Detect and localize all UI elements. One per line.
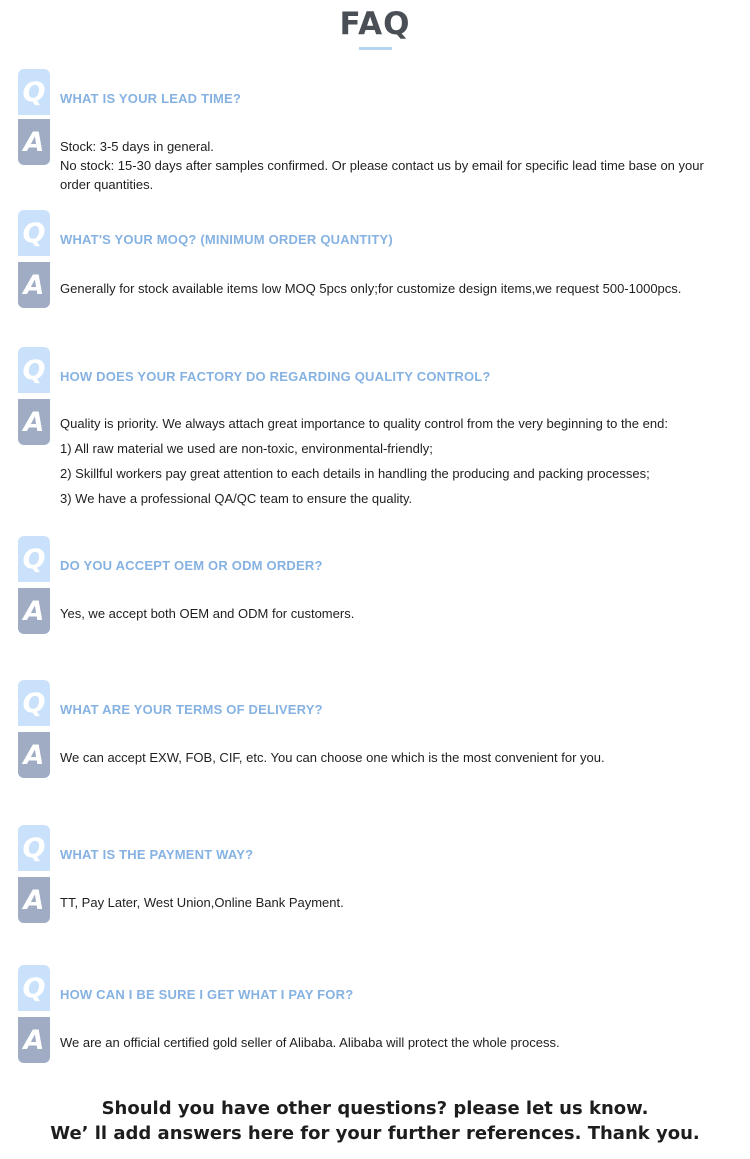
title-underline (359, 47, 392, 50)
answer-line: 1) All raw material we used are non-toxic, environmental-friendly; (60, 441, 433, 456)
answer-line: 2) Skillful workers pay great attention to each details in handling the producing and packing processes; (60, 466, 650, 481)
faq-answer (60, 411, 730, 511)
faq-answer (60, 893, 730, 912)
footer-note (0, 1096, 750, 1146)
faq-question: WHAT IS YOUR LEAD TIME? (60, 91, 242, 106)
faq-question: WHAT ARE YOUR TERMS OF DELIVERY? (60, 702, 323, 717)
faq-question: HOW DOES YOUR FACTORY DO REGARDING QUALITY CONTROL? (60, 369, 491, 384)
answer-line: Yes, we accept both OEM and ODM for customers. (60, 606, 355, 621)
faq-question: WHAT IS THE PAYMENT WAY? (60, 847, 254, 862)
faq-answer (60, 279, 730, 298)
a-badge-icon: A (18, 1017, 50, 1063)
footer-line-1: Should you have other questions? please let us know. (101, 1098, 649, 1119)
answer-line: We can accept EXW, FOB, CIF, etc. You can choose one which is the most convenient for you. (60, 750, 605, 765)
q-badge-icon: Q (18, 825, 50, 871)
faq-question: HOW CAN I BE SURE I GET WHAT I PAY FOR? (60, 987, 354, 1002)
faq-question: WHAT'S YOUR MOQ? (MINIMUM ORDER QUANTITY) (60, 232, 393, 247)
faq-answer (60, 137, 730, 194)
answer-line: We are an official certified gold seller of Alibaba. Alibaba will protect the whole process. (60, 1035, 560, 1050)
answer-line: Generally for stock available items low MOQ 5pcs only;for customize design items,we request 500-1000pcs. (60, 281, 682, 296)
q-badge-icon: Q (18, 536, 50, 582)
a-badge-icon: A (18, 588, 50, 634)
answer-line: TT, Pay Later, West Union,Online Bank Payment. (60, 895, 344, 910)
answer-line: No stock: 15-30 days after samples confirmed. Or please contact us by email for specific lead time base on your order quantities. (60, 158, 704, 192)
faq-question: DO YOU ACCEPT OEM OR ODM ORDER? (60, 558, 323, 573)
q-badge-icon: Q (18, 965, 50, 1011)
answer-line: Quality is priority. We always attach great importance to quality control from the very beginning to the end: (60, 416, 668, 431)
answer-line: Stock: 3-5 days in general. (60, 139, 214, 154)
a-badge-icon: A (18, 262, 50, 308)
q-badge-icon: Q (18, 210, 50, 256)
footer-line-2: We’ ll add answers here for your further references. Thank you. (50, 1123, 700, 1144)
a-badge-icon: A (18, 119, 50, 165)
q-badge-icon: Q (18, 680, 50, 726)
q-badge-icon: Q (18, 69, 50, 115)
faq-answer (60, 604, 730, 623)
faq-answer (60, 1033, 730, 1052)
q-badge-icon: Q (18, 347, 50, 393)
a-badge-icon: A (18, 877, 50, 923)
faq-answer (60, 748, 730, 767)
page-title: FAQ (339, 6, 411, 42)
a-badge-icon: A (18, 732, 50, 778)
answer-line: 3) We have a professional QA/QC team to ensure the quality. (60, 491, 413, 506)
a-badge-icon: A (18, 399, 50, 445)
